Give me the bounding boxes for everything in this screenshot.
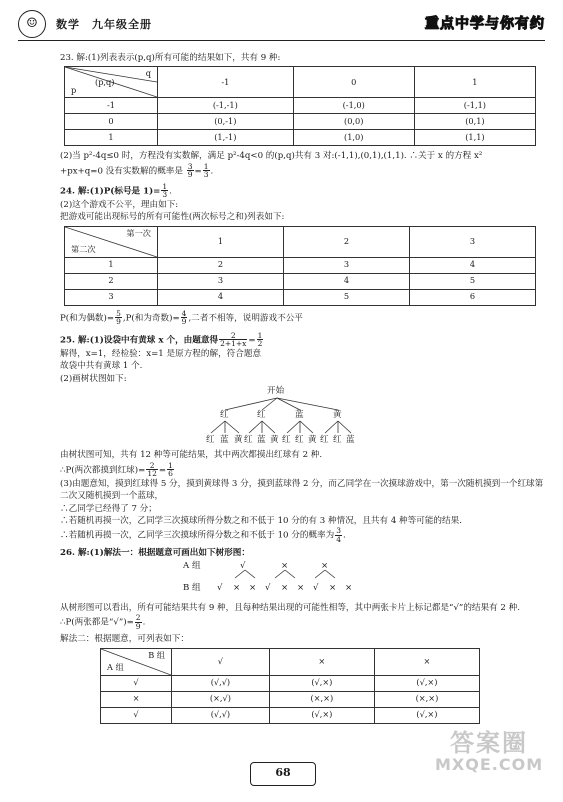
tree-leaf: 蓝: [257, 435, 266, 446]
table-row: 1 2 3 4: [65, 257, 536, 273]
tree-node: 红: [257, 410, 266, 421]
tree-node: 红: [220, 410, 229, 421]
table-row: 3 4 5 6: [65, 289, 536, 305]
q24-conclusion: P(和为偶数)= $\frac{5}{9}$ ,P(和为奇数)= $\frac{4}{9}$ ,二者不相等，说明游戏不公平: [60, 308, 303, 327]
table-row: 2 3 4 5: [65, 273, 536, 289]
fraction: $\frac{2}{2+1+x}$: [220, 330, 247, 349]
answer-content: [60, 52, 544, 724]
q26-line4: 解法二：根据题意，可列表如下：: [60, 634, 189, 645]
q24-line1: 24. 解:(1)P(标号是 1)= $\frac{1}{3}$ .: [60, 181, 172, 200]
q25-line4: (2)画树状图如下:: [60, 373, 127, 384]
table-row: -1 (-1,-1) (-1,0) (-1,1): [65, 98, 536, 114]
table-row: √ (√,√) (√,×) (√,×): [101, 707, 480, 723]
col-header: ×: [269, 648, 374, 675]
table-row: 1 (1,-1) (1,0) (1,1): [65, 130, 536, 146]
tree-leaf: 红: [282, 435, 291, 446]
q25-line6: ∴P(两次都摸到红球)= $\frac{2}{12}$ = $\frac{1}{6}$: [60, 460, 173, 479]
q23-part2-line1: (2)当 p²-4q≤0 时，方程没有实数解，满足 p²-4q<0 的(p,q)共有 3 对:(-1,1),(0,1),(1,1). ∴关于 x 的方程 x²: [60, 151, 483, 162]
tree-leaf: 蓝: [220, 435, 229, 446]
q23-intro: 23. 解:(1)列表表示(p,q)所有可能的结果如下，共有 9 种:: [60, 53, 281, 63]
col-header: 1: [414, 67, 535, 98]
q25-line2: 解得，x=1，经检验：x=1 是原方程的解，符合题意: [60, 348, 262, 359]
col-header: 3: [410, 226, 536, 257]
tree-leaf: 红: [295, 435, 304, 446]
q25-line7: (3)由题意知，摸到红球得 5 分，摸到黄球得 3 分，摸到蓝球得 2 分，而乙同学在一次摸球游戏中，第一次随机摸到一个红球第: [60, 478, 544, 489]
fraction: $\frac{5}{9}$: [116, 308, 121, 327]
fraction: $\frac{1}{2}$: [257, 330, 263, 349]
fraction: $\frac{3}{4}$: [336, 526, 341, 544]
q24-line2: (2)这个游戏不公平，理由如下:: [60, 199, 179, 210]
fraction: $\frac{2}{9}$: [135, 613, 141, 631]
table-corner: 第一次 第二次: [65, 226, 158, 257]
tree-label-b: B 组: [183, 582, 201, 593]
col-header: 1: [158, 226, 284, 257]
col-header: 2: [284, 226, 410, 257]
tree-node: 黄: [333, 410, 342, 421]
page-number: 68: [250, 762, 316, 786]
tree-leaf: 红: [320, 435, 329, 446]
fraction: $\frac{1}{6}$: [168, 460, 173, 479]
table-row: √ (√,√) (√,×) (√,×): [101, 675, 480, 691]
table-corner: q (p,q) p: [65, 67, 158, 98]
col-header: √: [172, 648, 270, 675]
col-header: ×: [374, 648, 479, 675]
subject-label: 数学 九年级全册: [56, 18, 152, 31]
tree-leaf: 红: [333, 435, 342, 446]
fraction: $\frac{2}{12}$: [147, 460, 157, 479]
q26-line1: 26. 解:(1)解法一：根据题意可画出如下树形图：: [60, 548, 250, 559]
tree-leaf: 蓝: [346, 435, 355, 446]
tree-leaf: 黄: [308, 435, 317, 446]
tree-leaf: 红: [206, 435, 215, 446]
q24-line3: 把游戏可能出现标号的所有可能性(两次标号之和)列表如下:: [60, 212, 285, 223]
q25-line11: ∴若随机再摸一次，乙同学三次摸球所得分数之和不低于 10 分的概率为 $\frac{3}{4}$ .: [60, 526, 346, 544]
tree-root: 开始: [267, 386, 285, 397]
tree-label-a: A 组: [183, 560, 201, 571]
q24-table: [64, 226, 536, 306]
q25-line10: ∴若随机再摸一次，乙同学三次摸球所得分数之和不低于 10 分的有 3 种情况，且共有 4 种等可能的结果.: [60, 515, 462, 526]
tree-node: ×: [281, 560, 289, 571]
tree-leaf: 黄: [234, 435, 243, 446]
fraction: $\frac{1}{3}$: [162, 181, 168, 200]
col-header: 0: [293, 67, 414, 98]
page-header: [18, 10, 545, 40]
fraction: $\frac{4}{9}$: [181, 308, 187, 327]
tree-leaf: 红: [244, 435, 253, 446]
q26-line2: 从树形图可以看出，所有可能结果共有 9 种，且每种结果出现的可能性相等，其中两张卡片上标记都是“√”的结果有 2 种.: [60, 602, 520, 613]
q25-line5: 由树状图可知，共有 12 种等可能结果，其中两次都摸出红球有 2 种.: [60, 450, 323, 461]
q26-line3: ∴P(两张都是“√”)= $\frac{2}{9}$ .: [60, 613, 146, 631]
tree-node: 蓝: [295, 410, 304, 421]
tree-node: ×: [321, 560, 329, 571]
tree-diagram-2: A 组 √ × × B 组 √ × × √ × × √ × ×: [183, 560, 353, 593]
q25-line3: 故袋中共有黄球 1 个.: [60, 361, 143, 372]
tree-diagram: [180, 385, 380, 449]
q25-line8: 二次又随机摸到一个蓝球，: [60, 491, 164, 502]
col-header: -1: [158, 67, 294, 98]
table-row: × (×,√) (×,×) (×,×): [101, 691, 480, 707]
q23-table: [64, 66, 536, 146]
header-divider: [18, 40, 545, 41]
brand-title: 重点中学与你有约: [425, 16, 545, 32]
tree-node: √: [240, 560, 246, 571]
watermark: 答案圈 MXQE.COM: [435, 729, 544, 775]
q25-line1: 25. 解:(1)设袋中有黄球 x 个，由题意得 $\frac{2}{2+1+x}$ = $\frac{1}{2}$: [60, 330, 263, 349]
q26-table: [100, 648, 480, 724]
q23-part2-line2: +px+q=0 没有实数解的概率是 $\frac{3}{9}$ = $\frac{1}{3}$ .: [60, 161, 214, 180]
fraction: $\frac{1}{3}$: [203, 161, 209, 180]
table-row: 0 (0,-1) (0,0) (0,1): [65, 114, 536, 130]
tree-leaf: 黄: [270, 435, 279, 446]
fraction: $\frac{3}{9}$: [187, 161, 193, 180]
table-corner: B 组 A 组: [101, 648, 172, 675]
boy-face-icon: ☺: [18, 10, 46, 38]
q25-line9: ∴乙同学已经得了 7 分；: [60, 503, 157, 514]
